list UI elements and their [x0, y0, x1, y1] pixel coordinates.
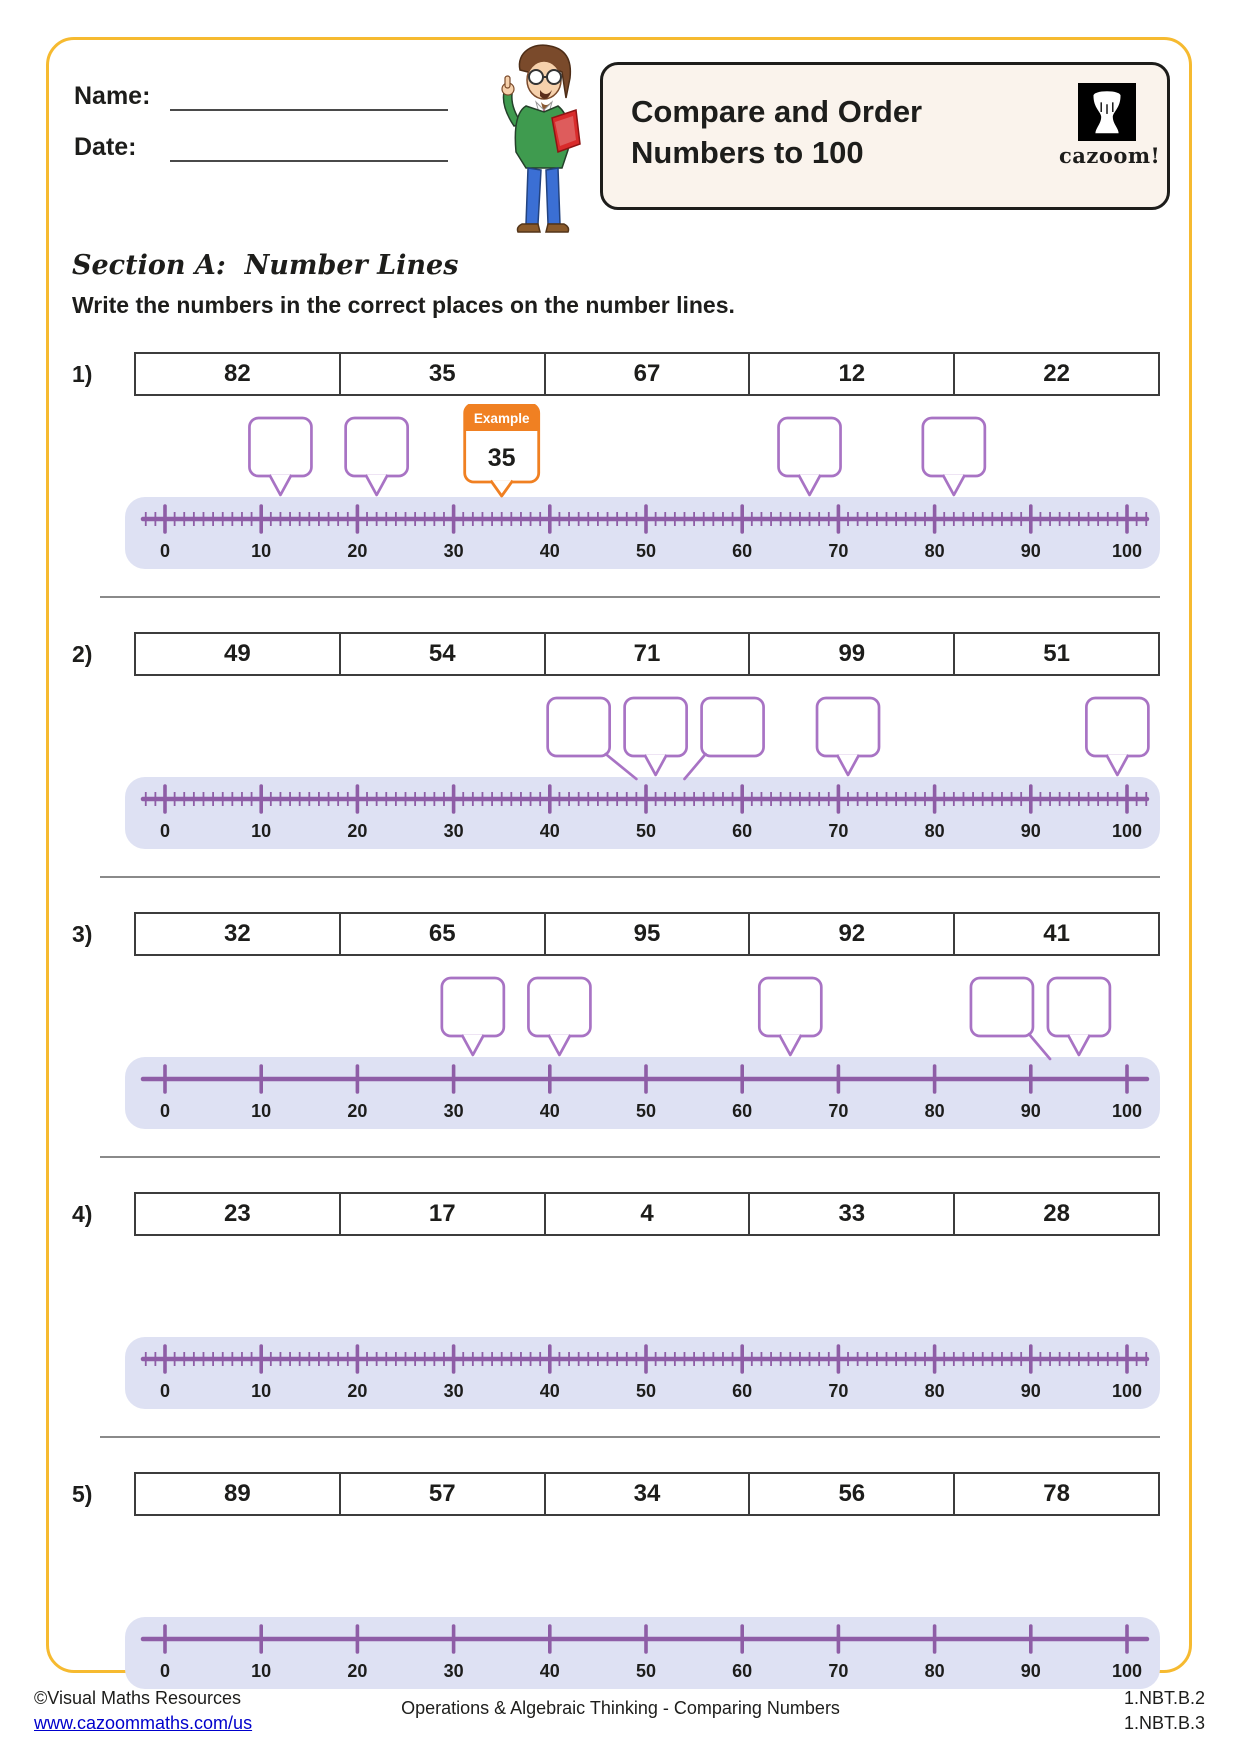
tick-label: 60 — [732, 1381, 753, 1401]
answer-box[interactable] — [702, 698, 764, 756]
problem-5 — [72, 1472, 1160, 1694]
problem-2 — [72, 632, 1160, 854]
tick-label: 80 — [924, 541, 945, 561]
numbers-row — [72, 352, 1160, 396]
worksheet-title: Compare and Order Numbers to 100 — [631, 94, 923, 170]
answer-box-pointer — [943, 475, 965, 495]
tick-label: 90 — [1020, 1101, 1041, 1121]
name-line[interactable] — [170, 83, 448, 111]
number-cell: 95 — [546, 914, 751, 954]
svg-text:Example: Example — [473, 411, 530, 426]
number-line-canvas — [115, 404, 1160, 569]
tick-label: 30 — [443, 1101, 464, 1121]
answer-box[interactable] — [779, 418, 841, 476]
numbers-table — [134, 1192, 1160, 1236]
tick-label: 10 — [251, 1661, 272, 1681]
number-cell: 51 — [1043, 640, 1070, 667]
question-label: 1) — [72, 360, 93, 387]
problem-3 — [72, 912, 1160, 1134]
problem-divider — [100, 596, 1160, 598]
numbers-table — [134, 912, 1160, 956]
answer-box-pointer — [548, 1035, 570, 1055]
answer-box[interactable] — [971, 978, 1033, 1036]
number-cell: 78 — [1043, 1480, 1070, 1507]
answer-box[interactable] — [442, 978, 504, 1036]
number-line-canvas — [115, 964, 1160, 1129]
standard-code-1: 1.NBT.B.2 — [1123, 1688, 1205, 1708]
tick-label: 40 — [539, 821, 560, 841]
numbers-table — [134, 632, 1160, 676]
number-cell: 71 — [546, 634, 751, 674]
tick-label: 60 — [732, 1661, 753, 1681]
numbers-table — [134, 352, 1160, 396]
answer-box[interactable] — [528, 978, 590, 1036]
footer-topic: Operations & Algebraic Thinking - Comparing Numbers — [401, 1698, 840, 1718]
section-heading: Section A: Number Lines — [72, 250, 459, 281]
tick-label: 30 — [443, 821, 464, 841]
tick-label: 80 — [924, 1661, 945, 1681]
tick-label: 30 — [443, 1661, 464, 1681]
number-cell: 89 — [136, 1474, 341, 1514]
answer-box[interactable] — [346, 418, 408, 476]
answer-box-pointer — [1068, 1035, 1090, 1055]
number-cell: 32 — [136, 914, 341, 954]
cazoom-logo — [1059, 83, 1161, 168]
answer-box-pointer — [366, 475, 388, 495]
question-label: 2) — [72, 640, 93, 667]
answer-box[interactable] — [1086, 698, 1148, 756]
number-line-canvas — [115, 1524, 1160, 1689]
tick-label: 90 — [1020, 1661, 1041, 1681]
tick-label: 70 — [828, 1661, 849, 1681]
problem-1 — [72, 352, 1160, 574]
numbers-row — [72, 1472, 1160, 1516]
name-label: Name: — [74, 82, 151, 110]
problem-divider — [100, 876, 1160, 878]
question-label: 5) — [72, 1480, 93, 1507]
tick-label: 30 — [443, 541, 464, 561]
teacher-illustration — [486, 40, 590, 238]
number-cell: 12 — [750, 354, 955, 394]
tick-label: 60 — [732, 541, 753, 561]
tick-label: 20 — [347, 1661, 368, 1681]
problems-area — [72, 352, 1160, 1694]
answer-box-pointer — [606, 754, 637, 779]
drum-icon — [1078, 83, 1136, 141]
tick-label: 10 — [251, 1101, 272, 1121]
answer-box-pointer — [1106, 755, 1128, 775]
tick-label: 40 — [539, 541, 560, 561]
problem-divider — [100, 1156, 1160, 1158]
number-cell: 57 — [341, 1474, 546, 1514]
date-line[interactable] — [170, 134, 448, 162]
number-cell: 28 — [1043, 1200, 1070, 1227]
answer-box[interactable] — [923, 418, 985, 476]
website-link[interactable]: www.cazoommaths.com/us — [34, 1713, 253, 1733]
answer-box[interactable] — [759, 978, 821, 1036]
tick-label: 20 — [347, 1101, 368, 1121]
tick-label: 40 — [539, 1661, 560, 1681]
question-label: 4) — [72, 1200, 93, 1227]
tick-label: 80 — [924, 1381, 945, 1401]
answer-box[interactable] — [817, 698, 879, 756]
tick-label: 50 — [635, 1381, 657, 1401]
tick-label: 100 — [1111, 1381, 1143, 1401]
title-box — [600, 62, 1170, 210]
number-cell: 54 — [341, 634, 546, 674]
logo-text: cazoom! — [1059, 143, 1161, 168]
tick-label: 10 — [251, 1381, 272, 1401]
number-cell: 4 — [546, 1194, 751, 1234]
answer-box-pointer — [779, 1035, 801, 1055]
student-info — [74, 82, 448, 184]
number-cell: 99 — [750, 634, 955, 674]
tick-label: 100 — [1111, 541, 1143, 561]
number-cell: 22 — [1043, 360, 1070, 387]
answer-box-pointer — [645, 755, 667, 775]
tick-label: 10 — [251, 821, 272, 841]
problem-4 — [72, 1192, 1160, 1414]
answer-box-pointer — [462, 1035, 484, 1055]
answer-box-pointer — [837, 755, 859, 775]
instruction-text: Write the numbers in the correct places on the number lines. — [72, 292, 735, 318]
number-cell: 67 — [546, 354, 751, 394]
tick-label: 30 — [443, 1381, 464, 1401]
numbers-table — [134, 1472, 1160, 1516]
tick-label: 10 — [251, 541, 272, 561]
example-callout — [465, 404, 539, 496]
tick-label: 0 — [159, 1381, 171, 1401]
tick-label: 60 — [732, 821, 753, 841]
number-line-canvas — [115, 1244, 1160, 1409]
number-cell: 41 — [1043, 920, 1070, 947]
tick-label: 70 — [828, 541, 849, 561]
answer-box-pointer — [1029, 1034, 1050, 1059]
tick-label: 70 — [828, 1381, 849, 1401]
tick-label: 90 — [1020, 541, 1041, 561]
number-cell: 92 — [750, 914, 955, 954]
tick-label: 70 — [828, 821, 849, 841]
answer-box[interactable] — [249, 418, 311, 476]
question-label: 3) — [72, 920, 93, 947]
tick-label: 100 — [1111, 1101, 1143, 1121]
tick-label: 50 — [635, 821, 657, 841]
numbers-row — [72, 632, 1160, 676]
tick-label: 20 — [347, 541, 368, 561]
number-cell: 23 — [136, 1194, 341, 1234]
tick-label: 50 — [635, 1101, 657, 1121]
tick-label: 80 — [924, 821, 945, 841]
copyright-text: ©Visual Maths Resources — [34, 1688, 242, 1708]
number-cell: 33 — [750, 1194, 955, 1234]
tick-label: 50 — [635, 541, 657, 561]
number-line-canvas — [115, 684, 1160, 849]
answer-box-pointer — [799, 475, 821, 495]
number-cell: 82 — [136, 354, 341, 394]
tick-label: 60 — [732, 1101, 753, 1121]
numbers-row — [72, 1192, 1160, 1236]
answer-box[interactable] — [548, 698, 610, 756]
number-cell: 34 — [546, 1474, 751, 1514]
numbers-row — [72, 912, 1160, 956]
tick-label: 100 — [1111, 821, 1143, 841]
tick-label: 20 — [347, 1381, 368, 1401]
tick-label: 90 — [1020, 1381, 1041, 1401]
answer-box[interactable] — [625, 698, 687, 756]
date-label: Date: — [74, 133, 137, 161]
tick-label: 40 — [539, 1101, 560, 1121]
tick-label: 80 — [924, 1101, 945, 1121]
answer-box-pointer — [684, 754, 705, 779]
tick-label: 20 — [347, 821, 368, 841]
number-cell: 17 — [341, 1194, 546, 1234]
tick-label: 100 — [1111, 1661, 1143, 1681]
number-cell: 65 — [341, 914, 546, 954]
tick-label: 40 — [539, 1381, 560, 1401]
tick-label: 0 — [159, 1661, 171, 1681]
problem-divider — [100, 1436, 1160, 1438]
answer-box-pointer — [269, 475, 291, 495]
svg-text:35: 35 — [487, 444, 516, 472]
number-cell: 56 — [750, 1474, 955, 1514]
tick-label: 50 — [635, 1661, 657, 1681]
number-cell: 35 — [341, 354, 546, 394]
tick-label: 90 — [1020, 821, 1041, 841]
tick-label: 0 — [159, 541, 171, 561]
tick-label: 70 — [828, 1101, 849, 1121]
standard-code-2: 1.NBT.B.3 — [1123, 1713, 1205, 1733]
tick-label: 0 — [159, 1101, 171, 1121]
answer-box[interactable] — [1048, 978, 1110, 1036]
number-cell: 49 — [136, 634, 341, 674]
tick-label: 0 — [159, 821, 171, 841]
